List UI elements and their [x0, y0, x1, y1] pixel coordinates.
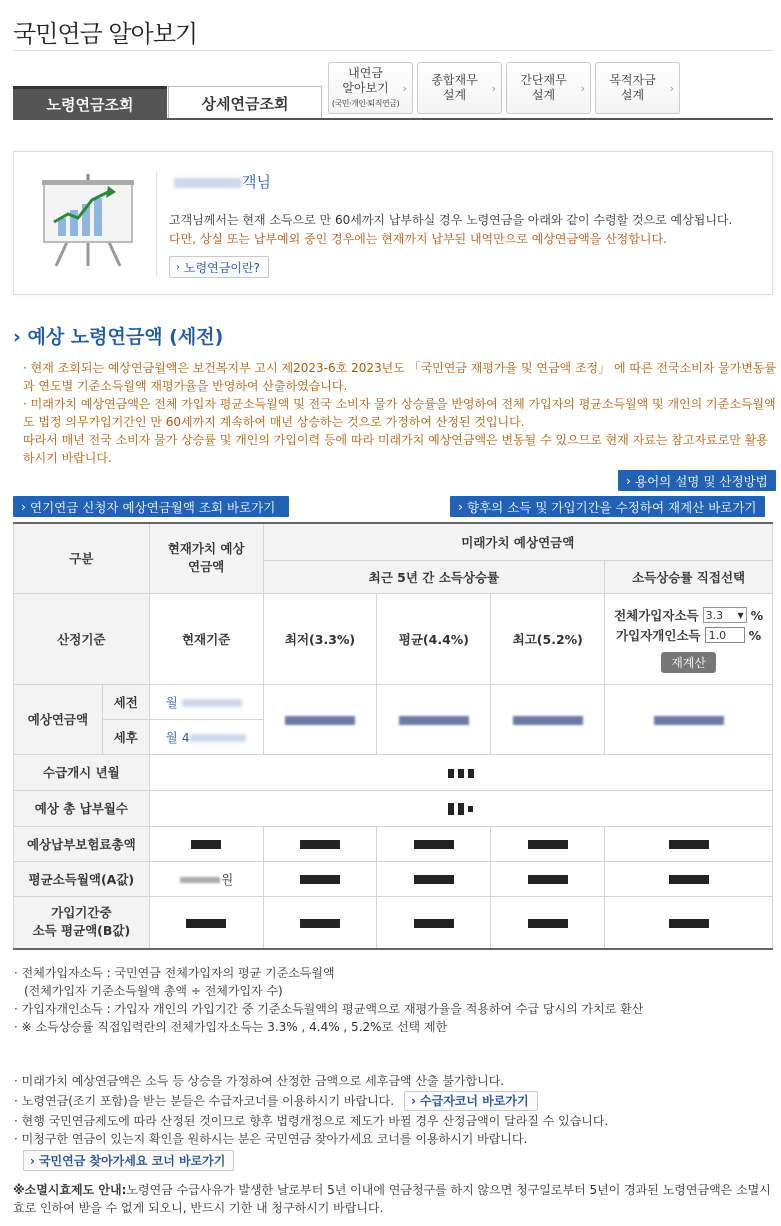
- info-text: 고객님께서는 현재 소득으로 만 60세까지 납부하실 경우 노령연금을 아래와 같이 수령할 것으로 예상됩니다.: [169, 213, 733, 227]
- header-category: 구분: [14, 523, 150, 593]
- masked-value: [468, 806, 473, 812]
- masked-value: [186, 919, 226, 928]
- premium-current: [149, 826, 263, 861]
- avg-income-direct: [605, 861, 773, 896]
- header-future-value: 미래가치 예상연금액: [263, 523, 772, 560]
- masked-value: [448, 803, 454, 815]
- b-value-direct: [605, 896, 773, 949]
- guidance-text: 미청구한 연금이 있는지 확인을 원하시는 분은 국민연금 찾아가세요 코너를 이용하시기 바랍니다.: [21, 1132, 528, 1146]
- masked-value: [190, 734, 246, 742]
- tab-purpose-fund-plan[interactable]: [595, 62, 680, 114]
- masked-value: [528, 875, 568, 884]
- b-value-high: [491, 896, 605, 949]
- button-label: 노령연금이란?: [184, 260, 260, 275]
- masked-value: [399, 716, 469, 725]
- button-label: 용어의 설명 및 산정방법: [635, 473, 768, 489]
- info-notice: 다만, 상실 또는 납부예외 중인 경우에는 현재까지 납부된 내역만으로 예상연금액을 산정합니다.: [169, 232, 667, 246]
- tab-label: 설계: [442, 88, 467, 102]
- receipt-corner-button[interactable]: [404, 1091, 537, 1111]
- months-value: [149, 790, 772, 826]
- masked-value: [182, 699, 242, 707]
- pretax-label: 세전: [102, 684, 149, 719]
- notice-title: ※소멸시효제도 안내:: [13, 1183, 127, 1197]
- premium-low: [263, 826, 377, 861]
- personal-income-label: 가입자개인소득: [616, 628, 701, 643]
- masked-value: [669, 840, 709, 849]
- row-start-label: 수급개시 년월: [14, 754, 150, 790]
- b-value-current: [149, 896, 263, 949]
- customer-suffix: 객님: [242, 173, 271, 191]
- premium-high: [491, 826, 605, 861]
- note-2: · 미래가치 예상연금액은 전체 가입자 평균소득월액 및 전국 소비자 물가 상승률을 반영하여 전체 가입자의 평균소득월액 및 개인의 기준소득월액도 법정 의무가입기간인 만 60세까지 계속하여 매년 상승하는 것으로 가정하여 산정된 것입니다.: [23, 397, 776, 429]
- value-suffix: 원: [221, 871, 234, 887]
- masked-value: [528, 919, 568, 928]
- masked-value: [458, 803, 464, 815]
- masked-value: [654, 716, 724, 725]
- chevron-right-icon: ›: [30, 1153, 35, 1168]
- footnote-text: 가입자개인소득 : 가입자 개인의 가입기간 중 기준소득월액의 평균액으로 재평가율을 적용하여 수급 당시의 가치로 환산: [21, 1002, 644, 1016]
- direct-select-cell: [605, 593, 773, 684]
- masked-value: [191, 840, 221, 849]
- masked-value: [448, 769, 454, 778]
- tab-comprehensive-plan[interactable]: [417, 62, 502, 114]
- notice-text: 노령연금 수급사유가 발생한 날로부터 5년 이내에 연금청구를 하지 않으면 청구일로부터 5년이 경과된 노령연금액은 소멸시효로 인하여 받을 수 없게 되오니, 반드시 기한 내 청구하시기 바랍니다.: [13, 1183, 771, 1215]
- row-expected-label: 예상연금액: [14, 684, 103, 754]
- info-divider: [156, 172, 157, 276]
- guidance-text: 노령연금(조기 포함)을 받는 분들은 수급자코너를 이용하시기 바랍니다.: [21, 1094, 395, 1108]
- row-months-label: 예상 총 납부월수: [14, 790, 150, 826]
- percent-sign: %: [748, 627, 762, 643]
- row-b-value-label: [14, 896, 150, 949]
- avg-income-low: [263, 861, 377, 896]
- future-low-value: [263, 684, 377, 754]
- row-basis-label: 산정기준: [14, 593, 150, 684]
- value-prefix: 월: [165, 694, 178, 710]
- masked-value: [458, 769, 464, 778]
- section-title-text: 예상 노령연금액 (세전): [27, 326, 224, 348]
- masked-value: [414, 919, 454, 928]
- tab-label: 내연금: [348, 65, 383, 80]
- tab-my-pension[interactable]: [328, 62, 413, 114]
- chevron-right-icon: ›: [491, 82, 496, 95]
- masked-value: [180, 877, 220, 883]
- pretax-current-value: [149, 684, 263, 719]
- guidance-text: 현행 국민연금제도에 따라 산정된 것이므로 향후 법령개정으로 제도가 바뀔 경우 산정금액이 달라질 수 있습니다.: [21, 1114, 609, 1128]
- value-prefix: 월 4: [165, 729, 190, 745]
- rate-low: 최저(3.3%): [263, 593, 377, 684]
- future-direct-value: [605, 684, 773, 754]
- tab-baseline: [13, 118, 773, 120]
- guidance-item: · 미래가치 예상연금액은 소득 등 상승을 가정하여 산정한 금액으로 세후금액 산출 불가합니다.: [14, 1074, 505, 1088]
- tab-label: 설계: [531, 88, 556, 102]
- tab-simple-plan[interactable]: [506, 62, 591, 114]
- masked-value: [468, 769, 474, 778]
- tab-label: 종합재무: [431, 73, 478, 87]
- masked-value: [513, 716, 583, 725]
- section-title: [13, 322, 223, 349]
- guidance-item: · 노령연금(조기 포함)을 받는 분들은 수급자코너를 이용하시기 바랍니다. › 수급자코너 바로가기: [14, 1090, 774, 1112]
- percent-sign: %: [750, 607, 764, 623]
- footnotes: [14, 964, 774, 1036]
- aftertax-label: 세후: [102, 719, 149, 754]
- premium-direct: [605, 826, 773, 861]
- header-text: 현재가치 예상연금액: [167, 541, 245, 575]
- note-text: 현재 조회되는 예상연금월액은 보건복지부 고시 제2023-6호 2023년도 「국민연금 재평가율 및 연금액 조정」 에 따른 전국소비자 물가변동률과 연도별 기준소득월액 재평가율을 반영하여 산출하였습니다.: [23, 361, 777, 393]
- start-value: [149, 754, 772, 790]
- note-1: · 현재 조회되는 예상연금월액은 보건복지부 고시 제2023-6호 2023년도 「국민연금 재평가율 및 연금액 조정」 에 따른 전국소비자 물가변동률과 연도별 기준소득월액 재평가율을 반영하여 산출하였습니다.: [23, 361, 777, 393]
- masked-value: [528, 840, 568, 849]
- chevron-right-icon: ›: [21, 499, 26, 514]
- all-income-label: 전체가입자소득: [614, 608, 699, 623]
- masked-value: [300, 840, 340, 849]
- label-line: 소득 평균액(B값): [32, 923, 131, 939]
- chevron-right-icon: ›: [458, 499, 463, 514]
- footnote: · ※ 소득상승률 직접입력란의 전체가입자소득는 3.3% , 4.4% , 5.2%로 선택 제한: [14, 1020, 448, 1034]
- button-label: 수급자코너 바로가기: [420, 1094, 529, 1108]
- masked-value: [300, 875, 340, 884]
- what-is-pension-button[interactable]: [169, 256, 269, 278]
- chevron-right-icon: ›: [580, 82, 585, 95]
- find-pension-button[interactable]: [23, 1150, 234, 1171]
- guidance-list: [14, 1072, 774, 1148]
- chevron-right-icon: ›: [13, 326, 21, 348]
- header-direct-select: 소득상승률 직접선택: [605, 560, 773, 593]
- row-avg-income-label: 평균소득월액(A값): [14, 861, 150, 896]
- chevron-down-icon: ▼: [737, 610, 744, 620]
- guidance-item: · 현행 국민연금제도에 따라 산정된 것이므로 향후 법령개정으로 제도가 바뀔 경우 산정금액이 달라질 수 있습니다.: [14, 1114, 609, 1128]
- tab-label: 간단재무: [520, 73, 567, 87]
- footnote: (전체가입자 기준소득월액 총액 ÷ 전체가입자 수): [24, 984, 283, 998]
- avg-income-current: [149, 861, 263, 896]
- button-label: 국민연금 찾아가세요 코너 바로가기: [38, 1154, 226, 1168]
- button-label: 연기연금 신청자 예상연금월액 조회 바로가기: [30, 499, 276, 515]
- b-value-avg: [377, 896, 491, 949]
- select-value: 3.3: [705, 608, 724, 622]
- footnote-text: 전체가입자소득 : 국민연금 전체가입자의 평균 기준소득월액: [21, 966, 335, 980]
- guidance-text: 미래가치 예상연금액은 소득 등 상승을 가정하여 산정한 금액으로 세후금액 산출 불가합니다.: [21, 1074, 505, 1088]
- personal-income-row: [605, 626, 772, 644]
- title-divider: [13, 50, 773, 51]
- masked-name: [174, 178, 242, 188]
- recalc-link-button[interactable]: [450, 496, 765, 517]
- masked-value: [669, 875, 709, 884]
- note-3: 따라서 매년 전국 소비자 물가 상승률 및 개인의 가입이력 등에 따라 미래가치 예상연금액은 변동될 수 있으므로 현재 자료는 참고자료로만 활용하시기 바랍니다.: [23, 433, 768, 465]
- deferred-pension-button[interactable]: [13, 496, 289, 517]
- footnote: · 전체가입자소득 : 국민연금 전체가입자의 평균 기준소득월액: [14, 966, 335, 980]
- row-premium-label: 예상납부보험료총액: [14, 826, 150, 861]
- recalc-button[interactable]: 재계산: [661, 652, 716, 673]
- masked-value: [414, 840, 454, 849]
- tab-detailed-pension[interactable]: 상세연금조회: [168, 86, 322, 119]
- tab-label: 알아보기: [342, 80, 389, 95]
- header-current-value: [149, 523, 263, 593]
- premium-avg: [377, 826, 491, 861]
- masked-value: [669, 919, 709, 928]
- chevron-right-icon: ›: [669, 82, 674, 95]
- tab-label: 설계: [620, 88, 645, 102]
- chevron-right-icon: ›: [626, 473, 631, 488]
- tab-label: 목적자금: [609, 73, 656, 87]
- rate-avg: 평균(4.4%): [377, 593, 491, 684]
- masked-value: [285, 716, 355, 725]
- footnote: · 가입자개인소득 : 가입자 개인의 가입기간 중 기준소득월액의 평균액으로 재평가율을 적용하여 수급 당시의 가치로 환산: [14, 1002, 644, 1016]
- label-line: 가입기간중: [51, 905, 112, 921]
- rate-high: 최고(5.2%): [491, 593, 605, 684]
- terms-button[interactable]: [618, 470, 776, 491]
- chevron-right-icon: ›: [411, 1094, 417, 1108]
- button-label: 향후의 소득 및 가입기간을 수정하여 재계산 바로가기: [467, 499, 757, 515]
- personal-income-input[interactable]: 1.0: [705, 627, 745, 643]
- masked-value: [300, 919, 340, 928]
- tab-old-age-pension[interactable]: 노령연금조회: [13, 86, 167, 119]
- notes-block: [17, 359, 777, 467]
- pension-table: [13, 522, 773, 950]
- basis-current: 현재기준: [149, 593, 263, 684]
- footnote-text: ※ 소득상승률 직접입력란의 전체가입자소득는 3.3% , 4.4% , 5.2%로 선택 제한: [21, 1020, 448, 1034]
- aftertax-current-value: [149, 719, 263, 754]
- tab-sublabel: (국민·개인·퇴직연금): [331, 98, 400, 108]
- presentation-chart-icon: [38, 170, 138, 268]
- avg-income-avg: [377, 861, 491, 896]
- masked-value: [414, 875, 454, 884]
- all-income-select[interactable]: [703, 607, 747, 623]
- all-income-row: [605, 606, 772, 624]
- guidance-item: · 미청구한 연금이 있는지 확인을 원하시는 분은 국민연금 찾아가세요 코너를 이용하시기 바랍니다.: [14, 1132, 528, 1146]
- extinctive-prescription-notice: [13, 1181, 773, 1217]
- header-recent-5y: 최근 5년 간 소득상승률: [263, 560, 605, 593]
- customer-name: [174, 171, 271, 192]
- chevron-right-icon: ›: [402, 82, 407, 95]
- note-text: 미래가치 예상연금액은 전체 가입자 평균소득월액 및 전국 소비자 물가 상승률을 반영하여 전체 가입자의 평균소득월액 및 개인의 기준소득월액도 법정 의무가입기간인 만 60세까지 계속하여 매년 상승하는 것으로 가정하여 산정된 것입니다.: [23, 397, 776, 429]
- future-high-value: [491, 684, 605, 754]
- chevron-right-icon: ›: [176, 261, 180, 273]
- b-value-low: [263, 896, 377, 949]
- page-title: 국민연금 알아보기: [13, 20, 198, 48]
- avg-income-high: [491, 861, 605, 896]
- future-avg-value: [377, 684, 491, 754]
- customer-info-box: [13, 151, 773, 295]
